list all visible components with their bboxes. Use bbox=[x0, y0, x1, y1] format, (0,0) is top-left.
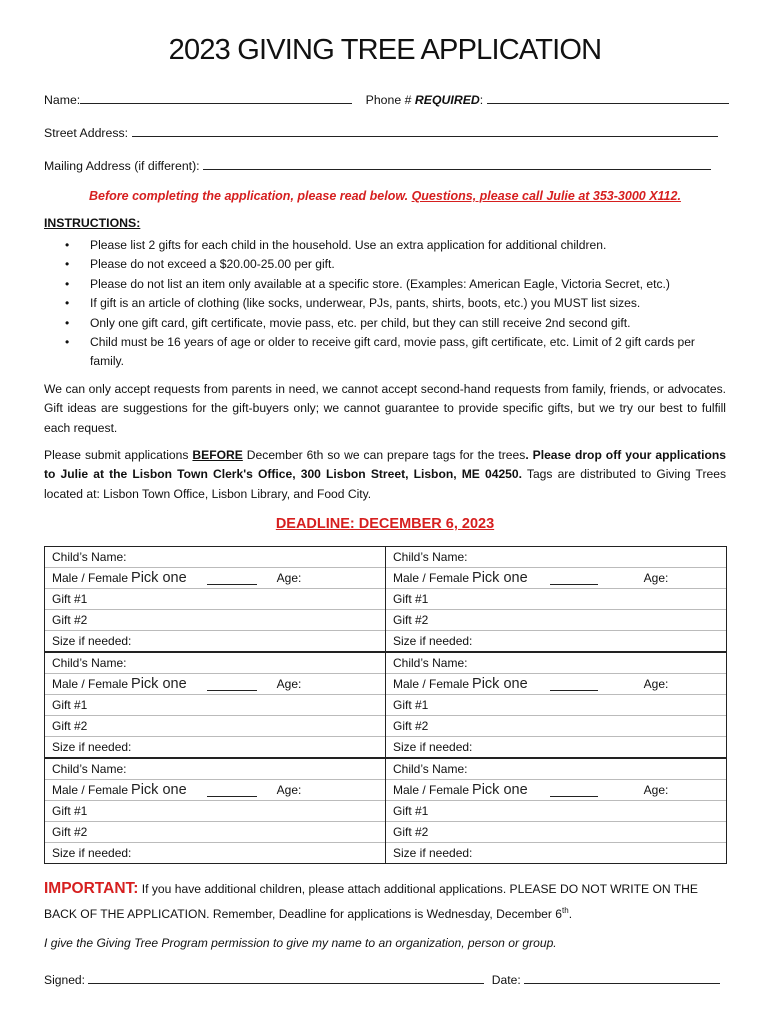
sex-label: Male / Female bbox=[393, 677, 470, 691]
gift1-cell[interactable] bbox=[45, 801, 386, 822]
phone-field[interactable] bbox=[487, 92, 729, 104]
gift2-cell[interactable] bbox=[386, 822, 727, 843]
submit-dropoff: . Please drop off your applications to Julie at the Lisbon Town Clerk's Office, 300 Lisbon Street, Lisbon, ME 04250. bbox=[44, 448, 726, 482]
instructions-list bbox=[44, 236, 730, 372]
gift1-cell[interactable] bbox=[45, 695, 386, 716]
child-name-cell[interactable] bbox=[45, 652, 386, 674]
important-note bbox=[44, 878, 734, 925]
child-name-label: Child’s Name: bbox=[52, 762, 127, 776]
age-label[interactable]: Age: bbox=[276, 677, 302, 691]
submit-text-e: Tags are distributed to Giving Trees located at: Lisbon Town Office, Lisbon Library, and Food City. bbox=[44, 467, 727, 501]
mailing-row bbox=[44, 158, 711, 173]
instruction-item: • Please do not list an item only available at a specific store. (Examples: American Eagle, Victoria Secret, etc.) bbox=[44, 275, 730, 294]
signed-label: Signed: bbox=[44, 973, 86, 987]
gift1-cell[interactable] bbox=[45, 589, 386, 610]
gift2-cell[interactable] bbox=[386, 716, 727, 737]
gift1-cell[interactable] bbox=[386, 695, 727, 716]
age-label[interactable]: Age: bbox=[643, 783, 669, 797]
gift1-label: Gift #1 bbox=[52, 592, 88, 606]
child-name-cell[interactable] bbox=[45, 758, 386, 780]
notice-questions: Questions, please call Julie at 353-3000 X112. bbox=[411, 189, 681, 203]
street-label: Street Address: bbox=[44, 126, 129, 140]
size-cell[interactable] bbox=[45, 843, 386, 864]
gift2-label: Gift #2 bbox=[393, 719, 429, 733]
deadline: DEADLINE: DECEMBER 6, 2023 bbox=[275, 516, 495, 532]
signature-row bbox=[44, 972, 720, 987]
size-cell[interactable] bbox=[386, 631, 727, 653]
instruction-item: • If gift is an article of clothing (like socks, underwear, PJs, pants, shirts, boots, etc.) you MUST list sizes. bbox=[44, 294, 730, 313]
mailing-field[interactable] bbox=[203, 158, 711, 170]
children-table bbox=[44, 546, 727, 864]
gift2-cell[interactable] bbox=[45, 716, 386, 737]
age-divider bbox=[207, 677, 257, 691]
notice bbox=[0, 189, 770, 203]
age-label[interactable]: Age: bbox=[643, 677, 669, 691]
submit-text-a: Please submit applications bbox=[44, 448, 193, 462]
sex-label: Male / Female bbox=[393, 571, 470, 585]
child-name-label: Child’s Name: bbox=[393, 656, 468, 670]
size-label: Size if needed: bbox=[52, 846, 132, 860]
child-name-label: Child’s Name: bbox=[52, 550, 127, 564]
instruction-item: • Child must be 16 years of age or older to receive gift card, movie pass, gift certificate, etc. Limit of 2 gift cards per family. bbox=[44, 333, 730, 372]
size-cell[interactable] bbox=[45, 631, 386, 653]
gift2-label: Gift #2 bbox=[52, 825, 88, 839]
sex-dropdown[interactable]: Pick one bbox=[131, 676, 187, 692]
submit-text-c: December 6th so we can prepare tags for the trees bbox=[242, 448, 526, 462]
child-name-cell[interactable] bbox=[386, 758, 727, 780]
gift2-cell[interactable] bbox=[386, 610, 727, 631]
child-name-cell[interactable] bbox=[45, 547, 386, 568]
age-divider bbox=[207, 783, 257, 797]
age-label[interactable]: Age: bbox=[643, 571, 669, 585]
sex-dropdown[interactable]: Pick one bbox=[472, 676, 528, 692]
gift1-cell[interactable] bbox=[386, 801, 727, 822]
phone-label: Phone # bbox=[365, 93, 415, 107]
instructions-heading: INSTRUCTIONS: bbox=[44, 216, 141, 230]
sex-label: Male / Female bbox=[52, 677, 129, 691]
gift2-cell[interactable] bbox=[45, 822, 386, 843]
sex-label: Male / Female bbox=[393, 783, 470, 797]
instruction-item: • Please do not exceed a $20.00-25.00 per gift. bbox=[44, 255, 730, 274]
sex-dropdown[interactable]: Pick one bbox=[131, 570, 187, 586]
name-phone-row bbox=[44, 92, 729, 107]
child-name-cell[interactable] bbox=[386, 652, 727, 674]
gift1-label: Gift #1 bbox=[393, 698, 429, 712]
child-name-label: Child’s Name: bbox=[52, 656, 127, 670]
instruction-item: • Only one gift card, gift certificate, movie pass, etc. per child, but they can still receive 2nd second gift. bbox=[44, 314, 730, 333]
size-label: Size if needed: bbox=[52, 740, 132, 754]
important-text: If you have additional children, please attach additional applications. PLEASE DO NOT WRITE ON THE BACK OF THE APPLICATION. Remember, Deadline for applications is Wednesday, December 6 bbox=[44, 882, 698, 922]
age-divider bbox=[550, 677, 598, 691]
mailing-label: Mailing Address (if different): bbox=[44, 159, 200, 173]
instruction-item: • Please list 2 gifts for each child in the household. Use an extra application for additional children. bbox=[44, 236, 730, 255]
gift1-label: Gift #1 bbox=[393, 804, 429, 818]
gift1-label: Gift #1 bbox=[52, 804, 88, 818]
age-label[interactable]: Age: bbox=[276, 571, 302, 585]
age-divider bbox=[550, 571, 598, 585]
sex-dropdown[interactable]: Pick one bbox=[131, 782, 187, 798]
sex-dropdown[interactable]: Pick one bbox=[472, 570, 528, 586]
size-label: Size if needed: bbox=[393, 634, 473, 648]
size-cell[interactable] bbox=[386, 737, 727, 759]
gift1-label: Gift #1 bbox=[393, 592, 429, 606]
child-name-cell[interactable] bbox=[386, 547, 727, 568]
size-cell[interactable] bbox=[45, 737, 386, 759]
important-sup: th bbox=[562, 906, 569, 915]
gift2-label: Gift #2 bbox=[52, 719, 88, 733]
street-row bbox=[44, 125, 718, 140]
phone-required: REQUIRED bbox=[414, 93, 480, 107]
street-field[interactable] bbox=[132, 125, 718, 137]
age-divider bbox=[550, 783, 598, 797]
child-name-label: Child’s Name: bbox=[393, 550, 468, 564]
child-name-label: Child’s Name: bbox=[393, 762, 468, 776]
eligibility-paragraph: We can only accept requests from parents in need, we cannot accept second-hand requests from family, friends, or advocates. Gift ideas are suggestions for the gift-buyers only; we cannot guarantee to provide specific gifts, but we try our best to fulfill each request. bbox=[44, 382, 726, 435]
gift1-cell[interactable] bbox=[386, 589, 727, 610]
gift1-label: Gift #1 bbox=[52, 698, 88, 712]
page-title: 2023 GIVING TREE APPLICATION bbox=[168, 34, 602, 66]
submission-paragraph bbox=[44, 446, 726, 504]
notice-read: Before completing the application, please read below. bbox=[89, 189, 409, 203]
signature-field[interactable] bbox=[88, 972, 484, 984]
consent-statement: I give the Giving Tree Program permission to give my name to an organization, person or group. bbox=[44, 936, 557, 950]
gift2-label: Gift #2 bbox=[52, 613, 88, 627]
age-label[interactable]: Age: bbox=[276, 783, 302, 797]
size-label: Size if needed: bbox=[52, 634, 132, 648]
sex-label: Male / Female bbox=[52, 571, 129, 585]
date-label: Date: bbox=[491, 973, 521, 987]
important-label: IMPORTANT: bbox=[44, 880, 139, 897]
size-label: Size if needed: bbox=[393, 846, 473, 860]
size-label: Size if needed: bbox=[393, 740, 473, 754]
name-label: Name: bbox=[44, 93, 81, 107]
phone-colon: : bbox=[479, 93, 484, 107]
age-divider bbox=[207, 571, 257, 585]
size-cell[interactable] bbox=[386, 843, 727, 864]
submit-before: BEFORE bbox=[192, 448, 243, 462]
sex-label: Male / Female bbox=[52, 783, 129, 797]
sex-dropdown[interactable]: Pick one bbox=[472, 782, 528, 798]
gift2-label: Gift #2 bbox=[393, 613, 429, 627]
gift2-cell[interactable] bbox=[45, 610, 386, 631]
gift2-label: Gift #2 bbox=[393, 825, 429, 839]
name-field[interactable] bbox=[80, 92, 352, 104]
important-end: . bbox=[568, 907, 573, 922]
date-field[interactable] bbox=[524, 972, 720, 984]
